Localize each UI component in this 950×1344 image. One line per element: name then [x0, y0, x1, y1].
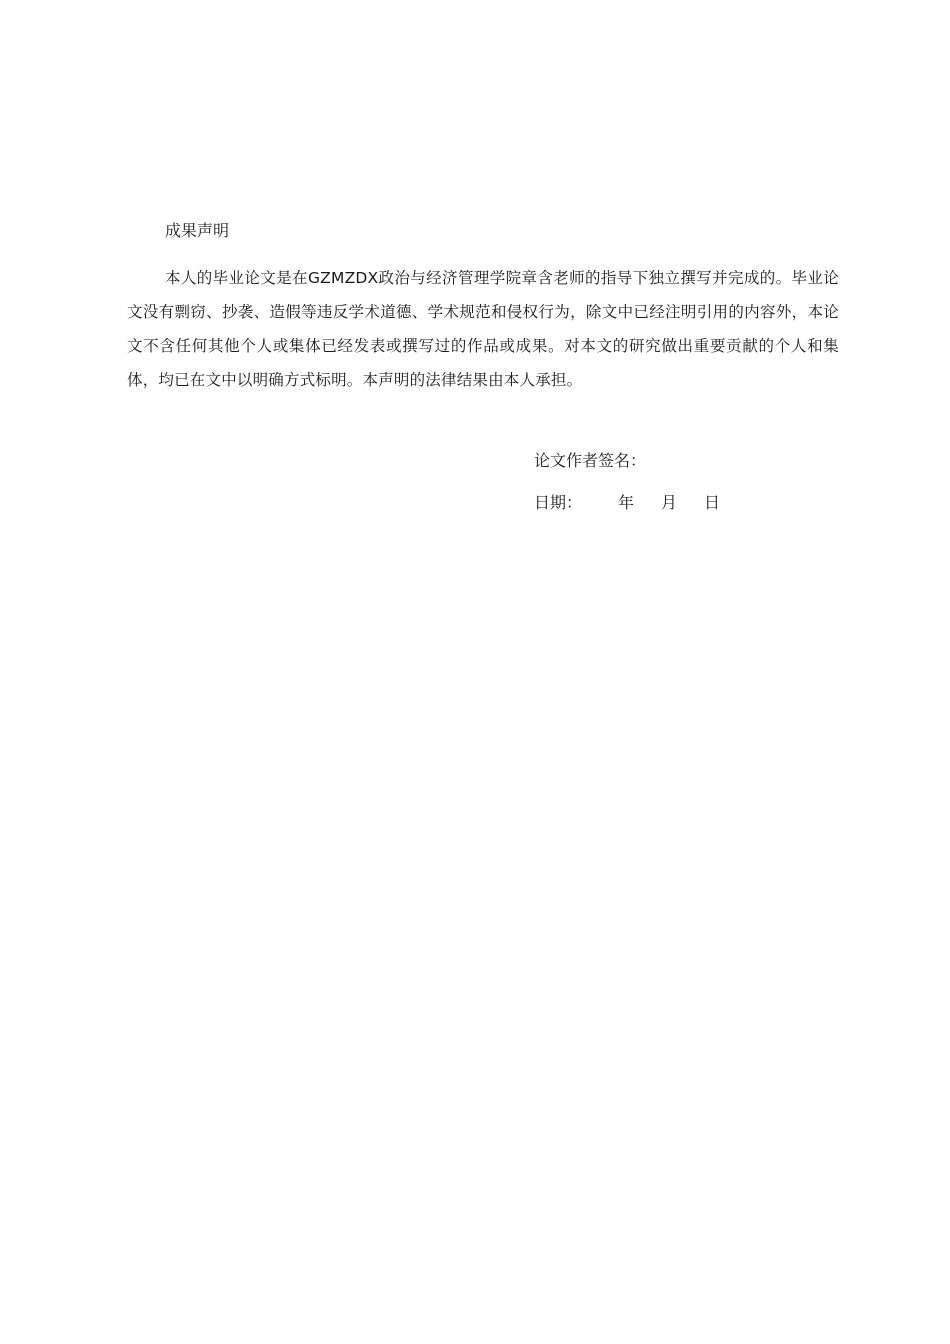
author-signature-label: 论文作者签名： — [534, 451, 647, 470]
date-label: 日期： — [534, 493, 583, 512]
date-day-label: 日 — [704, 493, 721, 512]
date-line — [534, 493, 720, 513]
date-month-label: 月 — [661, 493, 678, 512]
date-year-label: 年 — [618, 493, 635, 512]
declaration-paragraph: 本人的毕业论文是在GZMZDX政治与经济管理学院章含老师的指导下独立撰写并完成的。毕业论文没有剽窃、抄袭、造假等违反学术道德、学术规范和侵权行为，除文中已经注明引用的内容外，本论文不含任何其他个人或集体已经发表或撰写过的作品或成果。对本文的研究做出重要贡献的个人和集体，均已在文中以明确方式标明。本声明的法律结果由本人承担。 — [127, 269, 839, 389]
declaration-title: 成果声明 — [165, 221, 230, 240]
